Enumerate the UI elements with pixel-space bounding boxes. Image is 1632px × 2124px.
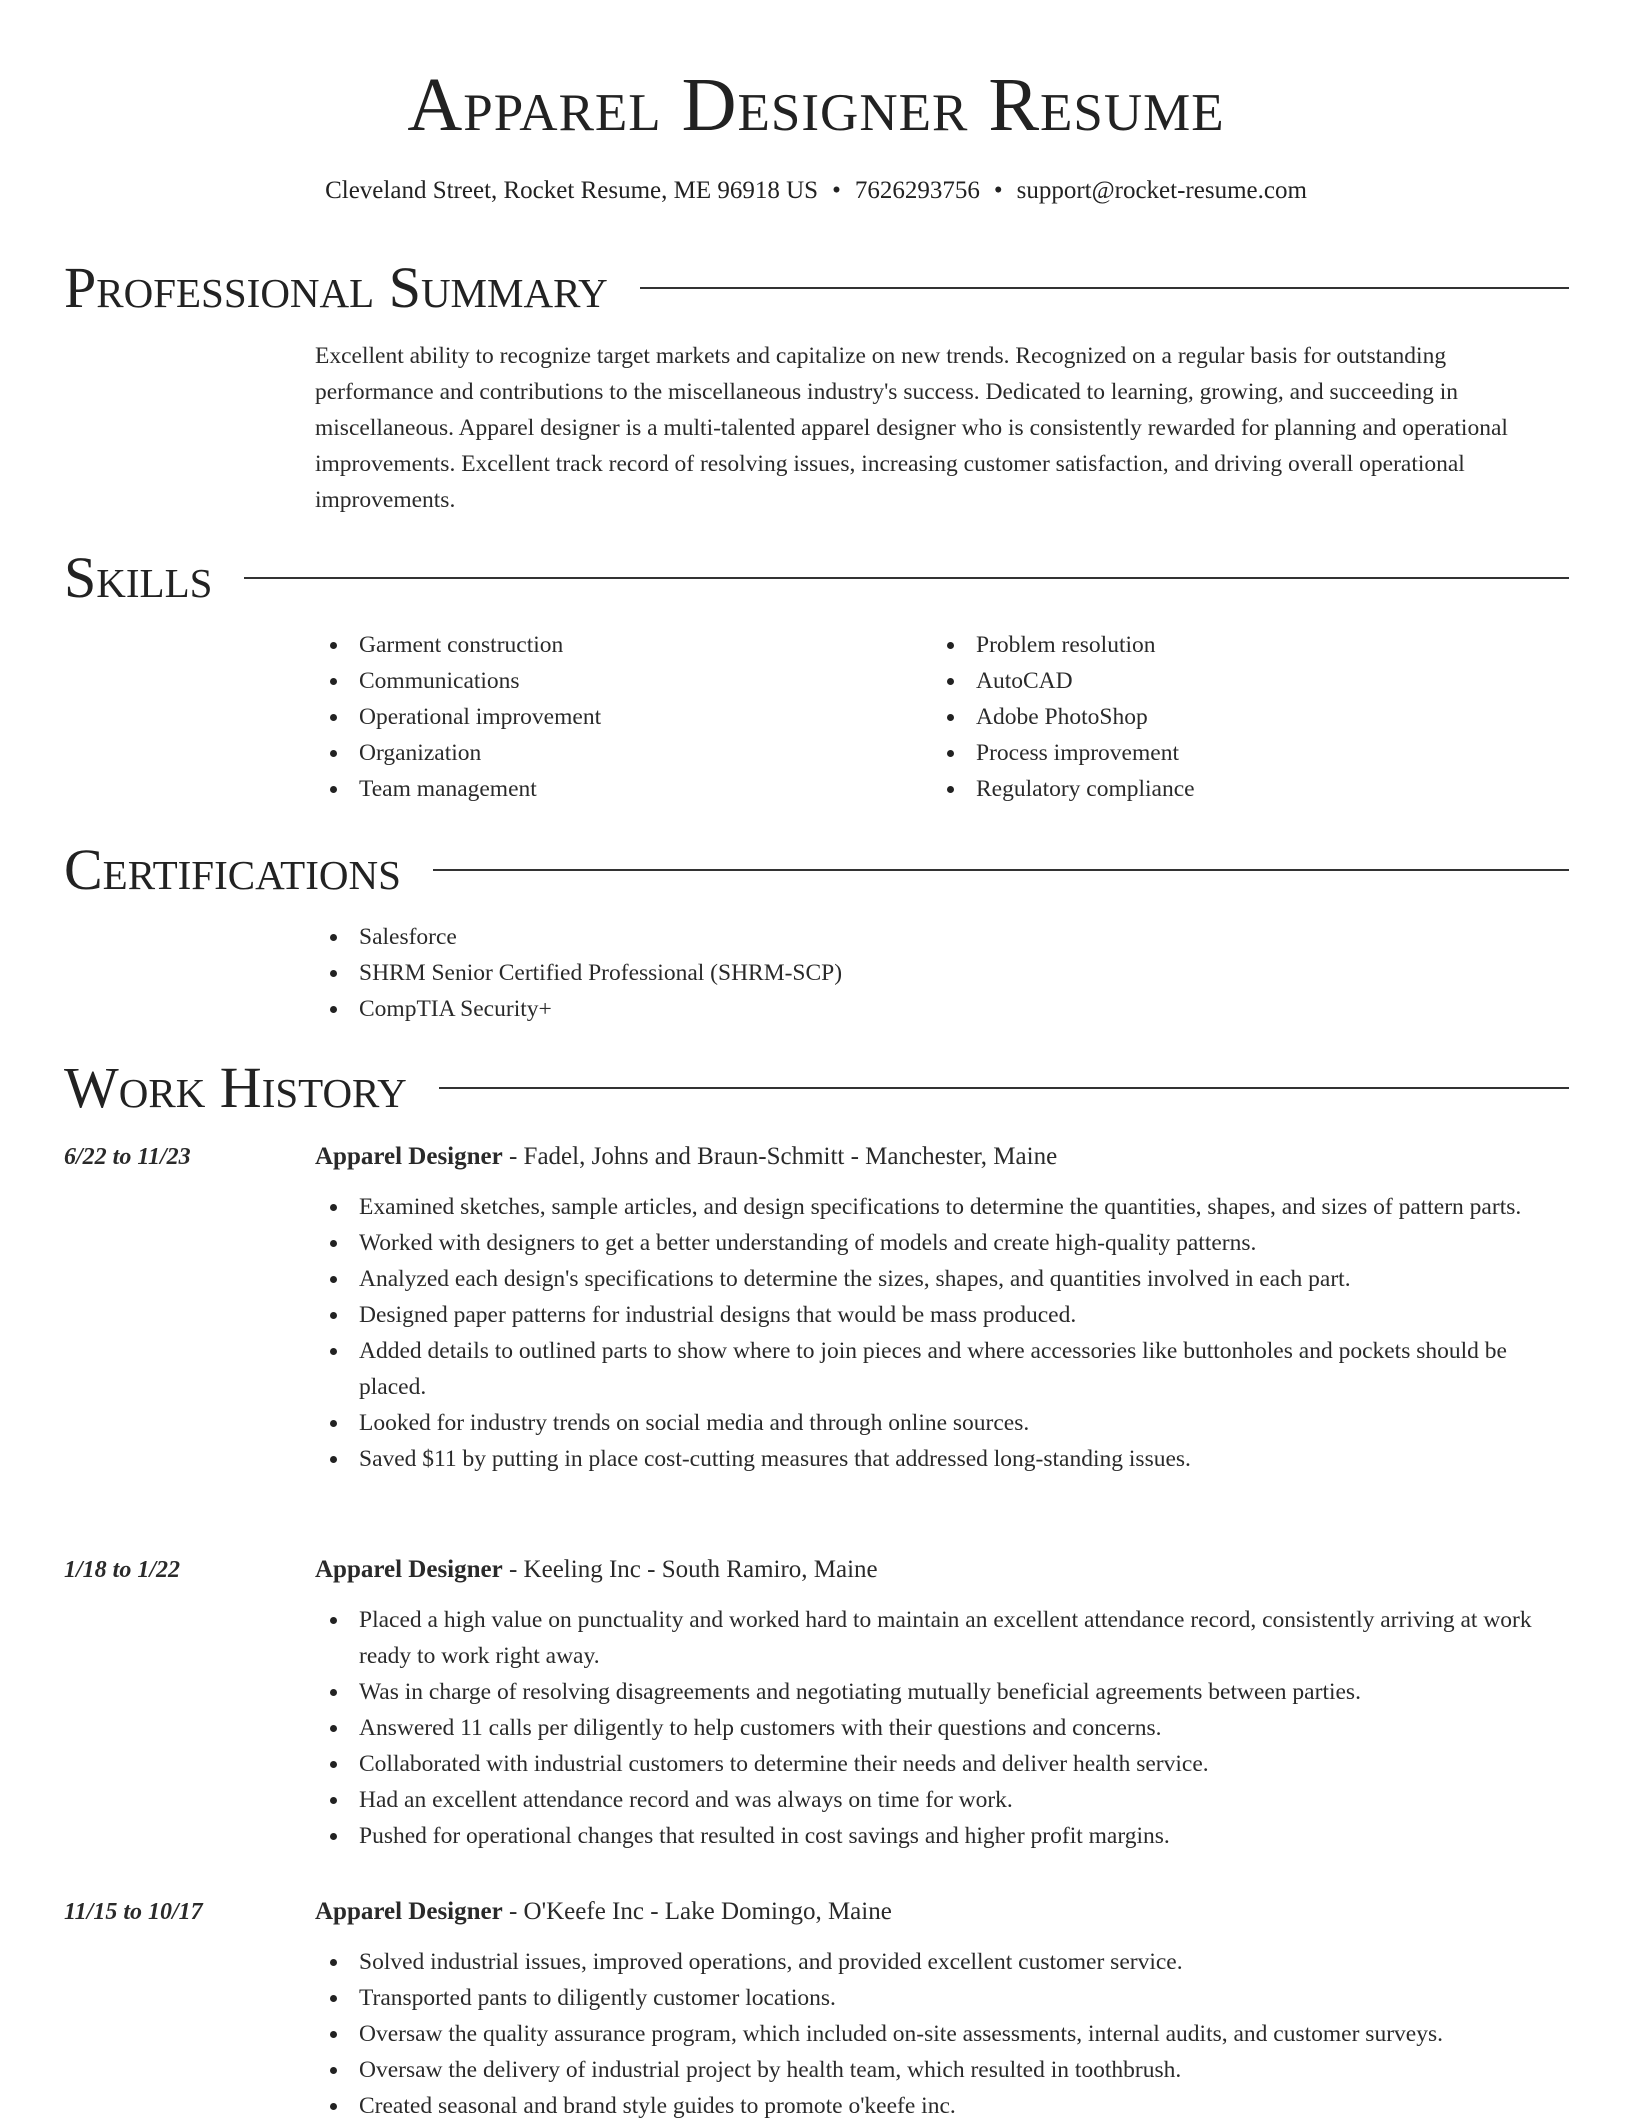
skill-item: Garment construction xyxy=(315,627,915,663)
section-title: Work History xyxy=(64,1055,407,1120)
job-title: Apparel Designer xyxy=(315,1556,503,1583)
job-title-line xyxy=(315,1552,878,1588)
separator: • xyxy=(832,177,841,204)
skill-item: Communications xyxy=(315,663,915,699)
skill-item: Process improvement xyxy=(932,735,1532,771)
section-skills-heading xyxy=(64,543,1569,613)
job-bullet: Saved $11 by putting in place cost-cutting measures that addressed long-standing issues. xyxy=(315,1441,1565,1477)
job-title: Apparel Designer xyxy=(315,1898,503,1925)
skill-item: Adobe PhotoShop xyxy=(932,699,1532,735)
job-bullet: Pushed for operational changes that resulted in cost savings and higher profit margins. xyxy=(315,1818,1565,1854)
skills-list-left xyxy=(315,627,915,807)
section-rule xyxy=(433,869,1569,871)
job-bullet: Oversaw the delivery of industrial project by health team, which resulted in toothbrush. xyxy=(315,2052,1565,2088)
job-bullet: Created seasonal and brand style guides to promote o'keefe inc. xyxy=(315,2088,1565,2124)
job-bullet: Oversaw the quality assurance program, which included on-site assessments, internal audits, and customer surveys. xyxy=(315,2016,1565,2052)
resume-title: Apparel Designer Resume xyxy=(407,63,1225,147)
job-bullet: Analyzed each design's specifications to determine the sizes, shapes, and quantities involved in each part. xyxy=(315,1261,1565,1297)
job-dates: 1/18 to 1/22 xyxy=(64,1557,181,1583)
email: support@rocket-resume.com xyxy=(1016,177,1307,204)
separator: • xyxy=(993,177,1003,204)
phone: 7626293756 xyxy=(854,177,980,204)
job-dates: 11/15 to 10/17 xyxy=(64,1899,203,1925)
section-work-heading xyxy=(64,1053,1569,1123)
section-summary-heading xyxy=(64,253,1569,323)
section-title: Certifications xyxy=(64,837,401,902)
job-bullet: Looked for industry trends on social media and through online sources. xyxy=(315,1405,1565,1441)
summary-text: Excellent ability to recognize target markets and capitalize on new trends. Recognized on a regular basis for outstanding performance and contributions to the miscellaneous industry's success. Dedicated to learning, growing, and succeeding in miscellaneous. Apparel designer is a multi-talented apparel designer who is consistently rewarded for planning and operational improvements. Excellent track record of resolving issues, increasing customer satisfaction, and driving overall operational improvements. xyxy=(315,343,1508,513)
job-bullets xyxy=(315,1602,1565,1854)
certification-item: SHRM Senior Certified Professional (SHRM-SCP) xyxy=(315,955,1315,991)
job-employer: - Keeling Inc - South Ramiro, Maine xyxy=(502,1556,878,1583)
certification-item: CompTIA Security+ xyxy=(315,991,1315,1027)
job-title-line xyxy=(315,1894,892,1930)
skill-item: Organization xyxy=(315,735,915,771)
job-bullet: Worked with designers to get a better understanding of models and create high-quality patterns. xyxy=(315,1225,1565,1261)
certifications-list xyxy=(315,919,1315,1027)
section-title: Professional Summary xyxy=(64,255,608,320)
job-bullet: Solved industrial issues, improved operations, and provided excellent customer service. xyxy=(315,1944,1565,1980)
section-rule xyxy=(640,287,1569,289)
job-employer: - Fadel, Johns and Braun-Schmitt - Manchester, Maine xyxy=(502,1143,1058,1170)
job-bullets xyxy=(315,1189,1565,1477)
job-bullet: Was in charge of resolving disagreements and negotiating mutually beneficial agreements between parties. xyxy=(315,1674,1565,1710)
contact-line xyxy=(0,175,1632,207)
skill-item: Problem resolution xyxy=(932,627,1532,663)
skill-item: Team management xyxy=(315,771,915,807)
job-bullet: Answered 11 calls per diligently to help customers with their questions and concerns. xyxy=(315,1710,1565,1746)
job-bullets xyxy=(315,1944,1565,2124)
certification-item: Salesforce xyxy=(315,919,1315,955)
job-bullet: Had an excellent attendance record and was always on time for work. xyxy=(315,1782,1565,1818)
job-bullet: Designed paper patterns for industrial designs that would be mass produced. xyxy=(315,1297,1565,1333)
job-bullet: Placed a high value on punctuality and worked hard to maintain an excellent attendance record, consistently arriving at work ready to work right away. xyxy=(315,1602,1565,1674)
job-bullet: Collaborated with industrial customers to determine their needs and deliver health service. xyxy=(315,1746,1565,1782)
section-title: Skills xyxy=(64,545,213,610)
job-title-line xyxy=(315,1139,1057,1175)
section-certifications-heading xyxy=(64,835,1569,905)
skill-item: Operational improvement xyxy=(315,699,915,735)
skill-item: AutoCAD xyxy=(932,663,1532,699)
job-bullet: Transported pants to diligently customer locations. xyxy=(315,1980,1565,2016)
job-dates: 6/22 to 11/23 xyxy=(64,1144,191,1170)
job-employer: - O'Keefe Inc - Lake Domingo, Maine xyxy=(502,1898,892,1925)
job-title: Apparel Designer xyxy=(315,1143,503,1170)
job-bullet: Examined sketches, sample articles, and design specifications to determine the quantities, shapes, and sizes of pattern parts. xyxy=(315,1189,1565,1225)
skills-list-right xyxy=(932,627,1532,807)
section-rule xyxy=(244,577,1569,579)
skill-item: Regulatory compliance xyxy=(932,771,1532,807)
address: Cleveland Street, Rocket Resume, ME 96918 US xyxy=(325,177,819,204)
job-bullet: Added details to outlined parts to show where to join pieces and where accessories like buttonholes and pockets should be placed. xyxy=(315,1333,1565,1405)
section-rule xyxy=(439,1087,1569,1089)
